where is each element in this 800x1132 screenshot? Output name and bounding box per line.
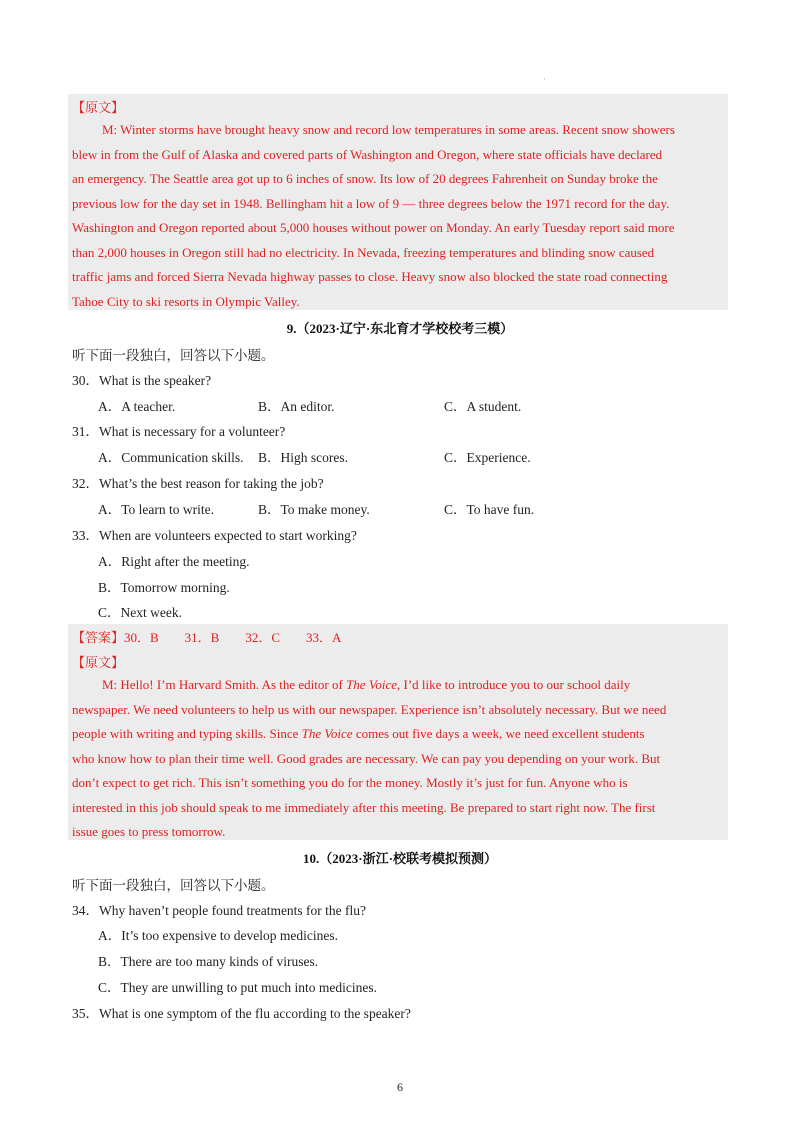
transcript-line: don’t expect to get rich. This isn’t something you do for the money. Mostly it’s just for fun. Anyone who is [72, 775, 628, 790]
q30-option-a: A．A teacher. [98, 399, 176, 414]
answer-row-9 [72, 627, 341, 646]
transcript-line: issue goes to press tomorrow. [72, 824, 226, 839]
q31-option-a: A．Communication skills. [98, 450, 244, 465]
answer-tag: 【答案】 [72, 630, 125, 645]
transcript-line: previous low for the day set in 1948. Bellingham hit a low of 9 — three degrees below the 1971 record for the day. [72, 195, 670, 211]
section-10-instruction: 听下面一段独白，回答以下小题。 [72, 878, 275, 893]
transcript-tag-9: 【原文】 [72, 655, 125, 670]
question-30: 30．What is the speaker? [72, 373, 212, 388]
transcript-line: newspaper. We need volunteers to help us with our newspaper. Experience isn’t absolutely necessary. But we need [72, 701, 667, 717]
transcript-line: than 2,000 houses in Oregon still had no electricity. In Nevada, freezing temperatures and blinding snow caused [72, 244, 655, 260]
question-31: 31．What is necessary for a volunteer? [72, 424, 286, 439]
transcript-line: blew in from the Gulf of Alaska and covered parts of Washington and Oregon, where state officials have declared [72, 146, 663, 162]
transcript-line: interested in this job should speak to me immediately after this meeting. Be prepared to start right now. The first [72, 799, 656, 815]
q31-option-b: B．High scores. [258, 450, 348, 465]
question-32: 32．What’s the best reason for taking the job? [72, 476, 324, 491]
transcript-tag-1: 【原文】 [72, 100, 125, 115]
transcript-line: M: Winter storms have brought heavy snow and record low temperatures in some areas. Recent snow showers [102, 122, 675, 137]
transcript-line: M: Hello! I’m Harvard Smith. As the editor of The Voice, I’d like to introduce you to our school daily [102, 677, 631, 692]
q33-option-a: A．Right after the meeting. [98, 554, 250, 569]
page-number: 6 [397, 1080, 403, 1094]
corner-marks: · [543, 75, 546, 84]
q33-option-b: B．Tomorrow morning. [98, 580, 230, 595]
transcript-line: Washington and Oregon reported about 5,000 houses without power on Monday. An early Tuesday report said more [72, 220, 675, 235]
q34-option-b: B．There are too many kinds of viruses. [98, 954, 319, 969]
q33-option-c: C．Next week. [98, 605, 182, 620]
question-34: 34．Why haven’t people found treatments for the flu? [72, 903, 367, 918]
transcript-line: Tahoe City to ski resorts in Olympic Valley. [72, 293, 300, 309]
question-33: 33．When are volunteers expected to start working? [72, 528, 357, 543]
q34-option-a: A．It’s too expensive to develop medicines. [98, 928, 338, 943]
section-9-heading: 9.（2023·辽宁·东北育才学校校考三模） [286, 321, 514, 336]
q30-option-b: B．An editor. [258, 399, 335, 414]
q32-option-b: B．To make money. [258, 502, 370, 517]
transcript-line: traffic jams and forced Sierra Nevada highway passes to close. Heavy snow also blocked the state road connecting [72, 269, 668, 284]
question-35: 35．What is one symptom of the flu according to the speaker? [72, 1006, 411, 1021]
q32-option-c: C．To have fun. [444, 502, 535, 517]
transcript-line: people with writing and typing skills. Since The Voice comes out five days a week, we need excellent students [72, 726, 645, 741]
q34-option-c: C．They are unwilling to put much into medicines. [98, 980, 377, 995]
transcript-line: an emergency. The Seattle area got up to 6 inches of snow. Its low of 20 degrees Fahrenheit on Sunday broke the [72, 171, 658, 186]
transcript-text-1 [72, 118, 728, 314]
section-10-heading: 10.（2023·浙江·校联考模拟预测） [303, 851, 497, 866]
transcript-text-9 [72, 673, 728, 845]
answer-values: 30．B 31．B 32．C 33．A [124, 630, 342, 645]
q31-option-c: C．Experience. [444, 450, 531, 465]
q32-option-a: A．To learn to write. [98, 502, 215, 517]
transcript-line: who know how to plan their time well. Good grades are necessary. We can pay you depending on your work. But [72, 750, 661, 766]
section-9-instruction: 听下面一段独白，回答以下小题。 [72, 348, 275, 363]
q30-option-c: C．A student. [444, 399, 522, 414]
